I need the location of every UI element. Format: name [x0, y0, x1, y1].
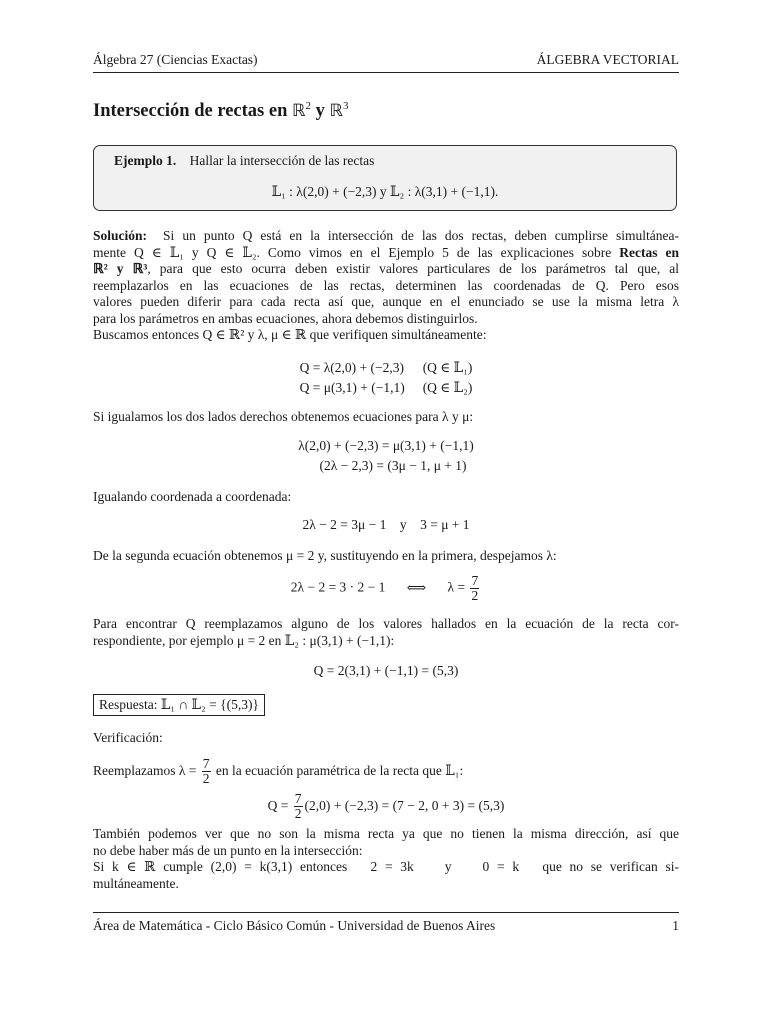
equal-equation-2: (2λ − 2,3) = (3μ − 1, μ + 1)	[319, 458, 467, 473]
system-eq2: Q = μ(3,1) + (−1,1)	[299, 380, 405, 395]
fraction-seven-halves-3: $\frac{7}{2}$	[294, 791, 302, 822]
text-find-q: Para encontrar Q reemplazamos alguno de los valores hallados en la ecuación de la recta cor- respondiente, por ejemplo μ = 2 en 𝕃₂ : μ(3,1) + (−1,1):	[93, 616, 679, 648]
answer-box: Respuesta: 𝕃₁ ∩ 𝕃₂ = {(5,3)}	[93, 694, 265, 716]
page-number: 1	[672, 918, 679, 933]
header-course: Álgebra 27 (Ciencias Exactas)	[93, 52, 258, 67]
solution-paragraph: Solución: Si un punto Q está en la intersección de las dos rectas, deben cumplirse simultánea- mente Q ∈ 𝕃₁ y Q ∈ 𝕃₂. Como vimos en el Ejemplo 5 de las explicaciones sobre Rectas en ℝ² y ℝ³, para que esto ocurra deben existir valores particulares de los parámetros tal que, al reemplazarlos en las ecuaciones de las rectas, determinen las coordenadas de Q. Pero esos valores pueden diferir para cada recta así que, aunque en el enunciado se use la misma letra λ para los parámetros en ambas ecuaciones, ahora debemos distinguirlos. Buscamos entonces Q ∈ ℝ² y λ, μ ∈ ℝ que verifiquen simultáneamente:	[93, 228, 680, 342]
example-statement: Hallar la intersección de las rectas	[189, 153, 375, 168]
lambda-equation: 2λ − 2 = 3 · 2 − 1 ⟺ λ = $\frac{7}{2}$	[290, 573, 479, 603]
text-equal: Si igualamos los dos lados derechos obtenemos ecuaciones para λ y μ:	[93, 409, 474, 424]
header-topic: ÁLGEBRA VECTORIAL	[536, 52, 679, 67]
example-box	[93, 145, 677, 211]
coordinate-equations: 2λ − 2 = 3μ − 1 y 3 = μ + 1	[302, 517, 470, 532]
system-cond1: (Q ∈ 𝕃₁)	[422, 360, 473, 375]
text-coordinates: Igualando coordenada a coordenada:	[93, 489, 292, 504]
final-paragraph: También podemos ver que no son la misma recta ya que no tienen la misma dirección, así que no debe haber más de un punto en la intersección: Si k ∈ ℝ cumple (2,0) = k(3,1) entonces 2 = 3k y 0 = k que no se verifican si- multáneamente.	[93, 826, 679, 891]
equal-equation-1: λ(2,0) + (−2,3) = μ(3,1) + (−1,1)	[298, 438, 474, 453]
q-equation: Q = 2(3,1) + (−1,1) = (5,3)	[313, 663, 459, 678]
section-title: Intersección de rectas en ℝ$^2$ y ℝ$^3$	[93, 100, 349, 122]
system-equations	[93, 358, 679, 398]
system-eq1: Q = λ(2,0) + (−2,3)	[299, 360, 404, 375]
verification-title: Verificación:	[93, 730, 163, 745]
verification-equation: Q = $\frac{7}{2}$ (2,0) + (−2,3) = (7 − 2, 0 + 3) = (5,3)	[267, 791, 505, 822]
verification-text: Reemplazamos λ = $\frac{7}{2}$ en la ecuación paramétrica de la recta que 𝕃₁:	[93, 756, 464, 787]
running-footer	[93, 912, 679, 934]
fraction-seven-halves: $\frac{7}{2}$	[471, 573, 479, 603]
text-second-equation: De la segunda ecuación obtenemos μ = 2 y, sustituyendo en la primera, despejamos λ:	[93, 548, 557, 563]
document-page	[93, 0, 679, 1024]
example-equation: 𝕃₁ : λ(2,0) + (−2,3) y 𝕃₂ : λ(3,1) + (−1,1).	[271, 184, 499, 199]
solution-label: Solución:	[93, 228, 148, 243]
example-label: Ejemplo 1.	[114, 153, 177, 168]
system-cond2: (Q ∈ 𝕃₂)	[422, 380, 473, 395]
running-header	[93, 52, 679, 73]
footer-institution: Área de Matemática - Ciclo Básico Común - Universidad de Buenos Aires	[93, 918, 496, 933]
fraction-seven-halves-2: $\frac{7}{2}$	[202, 756, 210, 787]
